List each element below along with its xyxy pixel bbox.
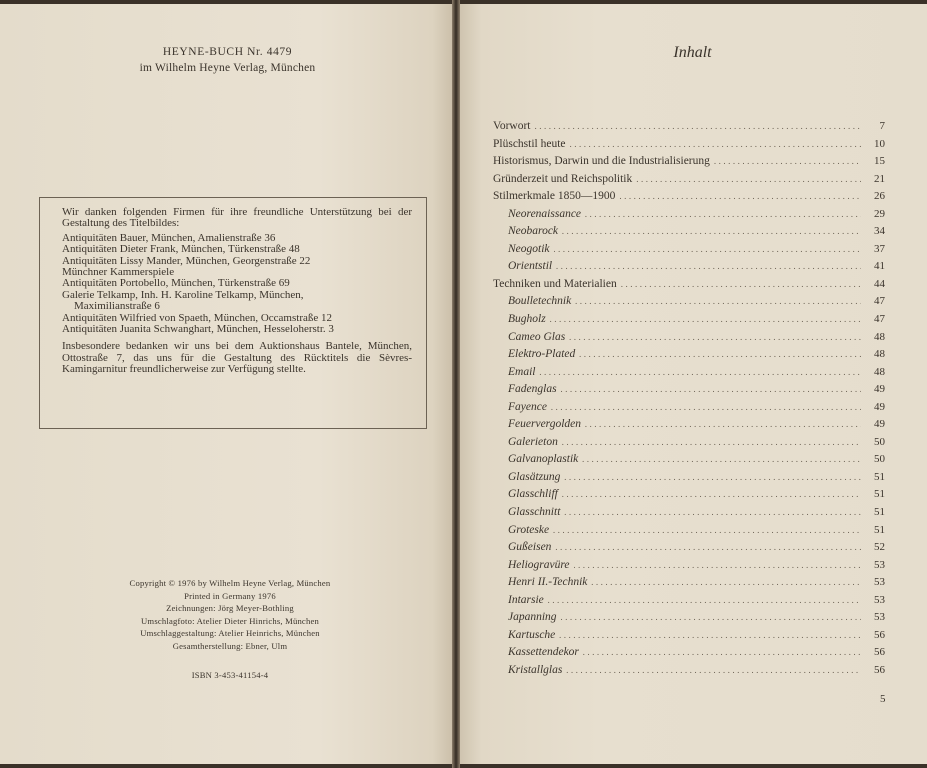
toc-entry (493, 506, 885, 524)
credit-line: Umschlaggestaltung: Atelier Heinrichs, München (140, 628, 320, 639)
toc-entry-label: Glasschliff (508, 488, 558, 501)
toc-entry (493, 576, 885, 594)
toc-entry-page: 47 (874, 295, 885, 308)
toc-title: Inhalt (673, 44, 712, 61)
toc-leader-dots (570, 139, 861, 149)
toc-entry-label: Intarsie (508, 593, 544, 606)
toc-entry (493, 488, 885, 506)
toc-entry-label: Bugholz (508, 313, 546, 326)
company-line: Antiquitäten Juanita Schwanghart, München, Hesseloherstr. 3 (62, 323, 334, 336)
toc-leader-dots (569, 332, 861, 342)
toc-leader-dots (550, 314, 861, 324)
toc-entry-label: Techniken und Materialien (493, 277, 617, 290)
company-line: Münchner Kammerspiele (62, 266, 175, 279)
toc-entry (493, 664, 885, 682)
toc-leader-dots (562, 226, 861, 236)
toc-leader-dots (585, 419, 861, 429)
toc-leader-dots (556, 261, 861, 271)
toc-leader-dots (548, 595, 861, 605)
toc-entry (493, 313, 885, 331)
company-line: Maximilianstraße 6 (74, 300, 160, 313)
toc-entry-page: 29 (874, 207, 885, 220)
acknowledgements-outro: Insbesondere bedanken wir uns bei dem Auktionshaus Bantele, München, Ottostraße 7, das uns für die Gestaltung des Rücktitels die Sèvres-Kamingarnitur freundlicherweise zur Verfügung stellte. (62, 340, 412, 376)
toc-entry-page: 49 (874, 400, 885, 413)
toc-entry-page: 49 (874, 418, 885, 431)
toc-entry (493, 155, 885, 173)
toc-leader-dots (534, 121, 861, 131)
toc-entry-page: 51 (874, 488, 885, 501)
toc-entry-label: Fayence (508, 400, 547, 413)
toc-entry-label: Henri II.-Technik (508, 576, 588, 589)
toc-entry-label: Plüschstil heute (493, 137, 566, 150)
toc-entry (493, 383, 885, 401)
toc-entry-label: Historismus, Darwin und die Industrialisierung (493, 155, 710, 168)
toc-entry-page: 50 (874, 453, 885, 466)
isbn: ISBN 3-453-41154-4 (191, 670, 269, 680)
toc-entry-label: Boulletechnik (508, 295, 572, 308)
toc-entry (493, 295, 885, 313)
toc-entry-label: Japanning (508, 611, 557, 624)
toc-entry-page: 34 (874, 225, 885, 238)
toc-entry-page: 51 (874, 523, 885, 536)
toc-entry (493, 348, 885, 366)
company-line: Galerie Telkamp, Inh. H. Karoline Telkamp, München, (62, 288, 304, 301)
toc-entry-page: 50 (874, 435, 885, 448)
toc-leader-dots (564, 507, 861, 517)
toc-leader-dots (553, 525, 861, 535)
toc-entry-page: 44 (874, 277, 885, 290)
toc-leader-dots (582, 454, 861, 464)
toc-entry (493, 524, 885, 542)
toc-entry-page: 47 (874, 313, 885, 326)
toc-entry-page: 51 (874, 506, 885, 519)
toc-entry-label: Kartusche (508, 628, 556, 641)
toc-leader-dots (555, 542, 861, 552)
toc-entry (493, 208, 885, 226)
toc-entry-page: 7 (879, 120, 885, 132)
toc-leader-dots (566, 665, 861, 675)
toc-entry (493, 366, 885, 384)
toc-leader-dots (564, 472, 861, 482)
toc-entry-page: 49 (874, 383, 885, 396)
toc-entry (493, 278, 885, 296)
toc-entry-label: Glasätzung (508, 470, 561, 483)
toc-entry-label: Glasschnitt (508, 506, 561, 519)
toc-entry (493, 559, 885, 577)
toc-entry-label: Neorenaissance (508, 207, 582, 220)
toc-entry (493, 243, 885, 261)
toc-entry-label: Neogotik (508, 242, 550, 255)
toc-entry-page: 48 (874, 365, 885, 378)
toc-entry-page: 52 (874, 541, 885, 554)
toc-entry (493, 225, 885, 243)
book-gutter (452, 0, 460, 768)
toc-entry-label: Heliogravüre (508, 558, 570, 571)
toc-leader-dots (561, 384, 861, 394)
credit-line: Umschlagfoto: Atelier Dieter Hinrichs, München (141, 615, 319, 626)
toc-leader-dots (575, 296, 861, 306)
toc-entry (493, 646, 885, 664)
company-line: Antiquitäten Dieter Frank, München, Türkenstraße 48 (62, 243, 300, 256)
toc-entry-label: Vorwort (493, 120, 531, 132)
toc-entry-page: 48 (874, 330, 885, 343)
toc-entry-label: Kassettendekor (508, 646, 579, 659)
toc-leader-dots (574, 560, 861, 570)
toc-entry-page: 37 (874, 242, 885, 255)
toc-entry-page: 15 (874, 155, 885, 168)
toc-entry (493, 190, 885, 208)
toc-entry-label: Galerieton (508, 435, 558, 448)
toc-entry-label: Galvanoplastik (508, 453, 579, 466)
toc-leader-dots (561, 612, 861, 622)
toc-entry (493, 331, 885, 349)
acknowledgements-box (39, 197, 427, 429)
credits-block (0, 577, 460, 653)
toc-leader-dots (579, 349, 861, 359)
toc-entry-page: 51 (874, 470, 885, 483)
toc-entry-page: 41 (874, 260, 885, 273)
company-line: Antiquitäten Bauer, München, Amalienstraße 36 (62, 231, 276, 244)
toc-entry (493, 453, 885, 471)
company-line: Antiquitäten Lissy Mander, München, Georgenstraße 22 (62, 254, 311, 267)
toc-entry-label: Feuervergolden (508, 418, 582, 431)
toc-leader-dots (539, 367, 861, 377)
toc-entry-page: 48 (874, 348, 885, 361)
acknowledgements-intro: Wir danken folgenden Firmen für ihre freundliche Unterstützung bei der Gestaltung des Titelbildes: (62, 206, 412, 230)
toc-entry-label: Orientstil (508, 260, 553, 273)
toc-leader-dots (562, 489, 861, 499)
toc-entry-page: 26 (874, 190, 885, 203)
toc-entry-label: Kristallglas (508, 663, 563, 676)
toc-leader-dots (591, 577, 861, 587)
toc-entry-page: 21 (874, 172, 885, 185)
toc-leader-dots (554, 244, 861, 254)
toc-entry-page: 53 (874, 593, 885, 606)
publisher-line: im Wilhelm Heyne Verlag, München (139, 62, 316, 74)
credit-line: Copyright © 1976 by Wilhelm Heyne Verlag, München (129, 578, 331, 588)
toc-entry-page: 56 (874, 628, 885, 641)
toc-entry-label: Groteske (508, 523, 550, 536)
toc-entry (493, 436, 885, 454)
series-number: HEYNE-BUCH Nr. 4479 (162, 46, 293, 58)
toc-leader-dots (619, 191, 861, 201)
toc-entry-page: 56 (874, 646, 885, 659)
credit-line: Printed in Germany 1976 (184, 590, 276, 601)
toc-entry (493, 629, 885, 647)
credit-line: Zeichnungen: Jörg Meyer-Bothling (166, 603, 294, 614)
series-info (0, 44, 455, 76)
credit-line: Gesamtherstellung: Ebner, Ulm (172, 640, 288, 651)
toc-entry (493, 471, 885, 489)
toc-entry-label: Elektro-Plated (508, 348, 576, 361)
toc-leader-dots (583, 647, 861, 657)
toc-entry-label: Neobarock (508, 225, 559, 238)
toc-leader-dots (714, 156, 861, 166)
toc-entry (493, 173, 885, 191)
toc-entry-label: Gußeisen (508, 541, 552, 554)
toc-entry-label: Fadenglas (508, 383, 557, 396)
toc-entry (493, 138, 885, 156)
toc-entry-label: Gründerzeit und Reichspolitik (493, 172, 633, 185)
toc-entry (493, 611, 885, 629)
toc-entry-label: Cameo Glas (508, 330, 566, 343)
toc-entry-label: Email (508, 365, 536, 378)
toc-entry (493, 541, 885, 559)
toc-entry-label: Stilmerkmale 1850—1900 (493, 190, 616, 203)
toc-entry-page: 53 (874, 576, 885, 589)
company-line: Antiquitäten Wilfried von Spaeth, München, Occamstraße 12 (62, 311, 333, 324)
toc-leader-dots (559, 630, 861, 640)
toc-leader-dots (621, 279, 861, 289)
page-number: 5 (880, 693, 886, 705)
toc-leader-dots (636, 174, 861, 184)
toc-leader-dots (585, 209, 861, 219)
toc-entry (493, 418, 885, 436)
table-of-contents (493, 120, 885, 682)
toc-leader-dots (551, 402, 861, 412)
toc-leader-dots (562, 437, 861, 447)
toc-entry (493, 260, 885, 278)
toc-entry-page: 53 (874, 611, 885, 624)
toc-entry (493, 594, 885, 612)
toc-entry-page: 53 (874, 558, 885, 571)
toc-entry (493, 401, 885, 419)
company-line: Antiquitäten Portobello, München, Türkenstraße 69 (62, 277, 290, 290)
toc-entry-page: 10 (874, 137, 885, 150)
toc-entry (493, 120, 885, 138)
toc-entry-page: 56 (874, 663, 885, 676)
